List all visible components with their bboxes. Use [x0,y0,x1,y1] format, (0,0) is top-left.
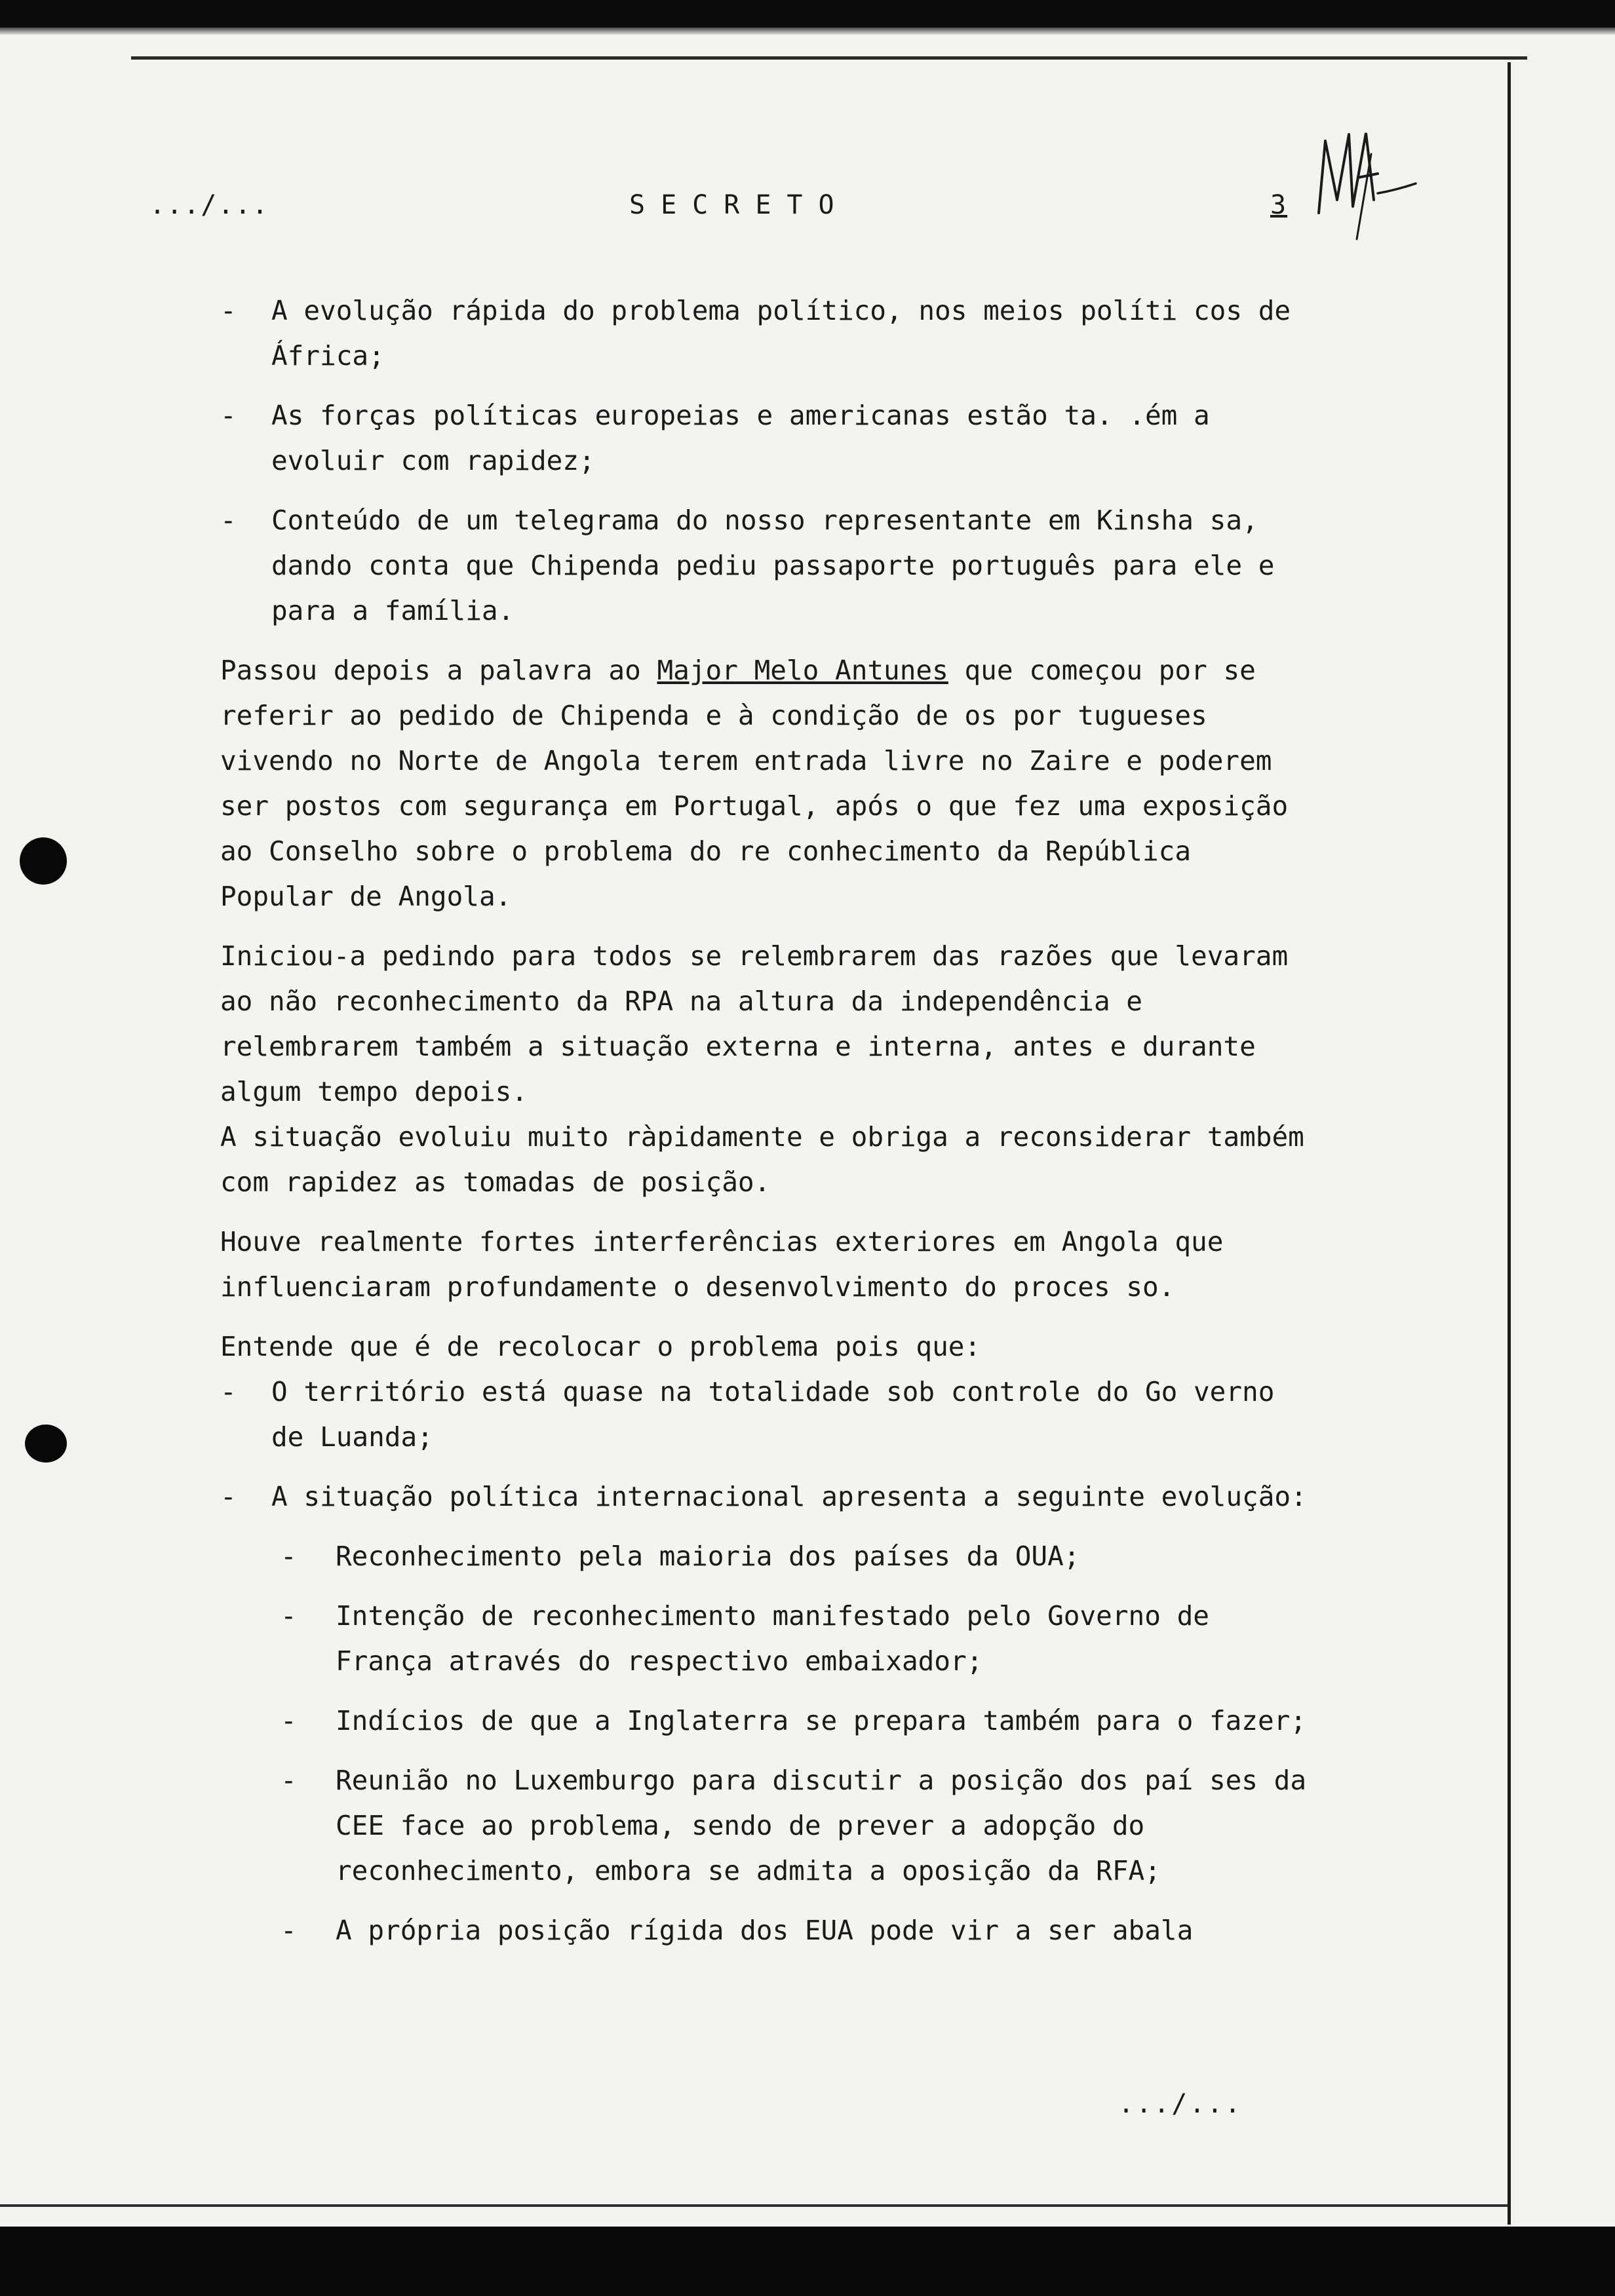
paragraph: A situação evoluiu muito ràpidamente e obriga a reconsiderar também com rapidez as tomadas de posição. [220,1121,1304,1198]
item-text: Reconhecimento pela maioria dos países da OUA; [336,1540,1080,1572]
item-text: As forças políticas europeias e americanas estão ta. .ém a evoluir com rapidez; [271,400,1210,476]
paragraph-text: que começou por se referir ao pedido de Chipenda e à condição de os por tugueses vivendo no Norte de Angola terem entrada livre no Zaire e poderem ser postos com segurança em Portugal, após o que fez uma exposição ao Conselho sobre o problema do re conhecimento da República Popular de Angola. [220,655,1289,912]
speaker-name: Major Melo Antunes [657,655,948,686]
paragraph-text: Passou depois a palavra ao [220,655,657,686]
item-text: Indícios de que a Inglaterra se prepara também para o fazer; [336,1705,1307,1736]
paragraph: Entende que é de recolocar o problema pois que: [220,1331,981,1362]
punch-hole [20,837,67,885]
sub-list-item: - Reconhecimento pela maioria dos países da OUA; [281,1540,1080,1572]
list-item: - Conteúdo de um telegrama do nosso representante em Kinsha sa, dando conta que Chipenda pediu passaporte português para ele e para a família. [220,505,1275,626]
scan-border-top [0,0,1615,28]
page-number: 3 [1270,190,1288,220]
sub-list-item: - A própria posição rígida dos EUA pode vir a ser abala [281,1915,1194,1946]
item-text: Conteúdo de um telegrama do nosso representante em Kinsha sa, dando conta que Chipenda pediu passaporte português para ele e para a família. [271,505,1275,626]
page-edge-right [1508,62,1511,2225]
item-text: A evolução rápida do problema político, nos meios políti cos de África; [271,295,1291,372]
sub-list-item: - Indícios de que a Inglaterra se prepara também para o fazer; [281,1705,1307,1736]
item-text: Intenção de reconhecimento manifestado pelo Governo de França através do respectivo embaixador; [336,1600,1209,1677]
handwritten-initials [1311,115,1422,246]
item-text: A própria posição rígida dos EUA pode vir a ser abala [336,1915,1194,1946]
list-item: - A evolução rápida do problema político, nos meios políti cos de África; [220,295,1291,372]
scan-border-fade [0,28,1615,35]
list-item: - O território está quase na totalidade sob controle do Go verno de Luanda; [220,1376,1275,1453]
header-continued-mark: .../... [149,190,269,220]
sub-list-item: - Reunião no Luxemburgo para discutir a posição dos paí ses da CEE face ao problema, sendo de prever a adopção do reconhecimento, embora se admita a oposição da RFA; [281,1765,1307,1886]
item-text: A situação política internacional apresenta a seguinte evolução: [271,1481,1307,1512]
paragraph-speaker [220,648,1308,919]
page-edge-top [131,56,1527,60]
item-text: Reunião no Luxemburgo para discutir a posição dos paí ses da CEE face ao problema, sendo de prever a adopção do reconhecimento, embora se admita a oposição da RFA; [336,1765,1307,1886]
list-item: - As forças políticas europeias e americanas estão ta. .ém a evoluir com rapidez; [220,400,1210,476]
sub-list-item: - Intenção de reconhecimento manifestado pelo Governo de França através do respectivo embaixador; [281,1600,1209,1677]
document-body [220,288,1308,1968]
paragraph: Iniciou-a pedindo para todos se relembrarem das razões que levaram ao não reconhecimento da RPA na altura da independência e relembrarem também a situação externa e interna, antes e durante algum tempo depois. [220,940,1289,1107]
punch-hole [25,1425,67,1463]
page-edge-bottom [0,2204,1508,2207]
item-text: O território está quase na totalidade sob controle do Go verno de Luanda; [271,1376,1275,1453]
paragraph: Houve realmente fortes interferências exteriores em Angola que influenciaram profundamente o desenvolvimento do proces so. [220,1226,1224,1303]
footer-continued-mark: .../... [1118,2089,1243,2119]
classification-label: SECRETO [629,190,850,220]
list-item: - A situação política internacional apresenta a seguinte evolução: [220,1481,1307,1512]
scan-border-bottom [0,2227,1615,2296]
